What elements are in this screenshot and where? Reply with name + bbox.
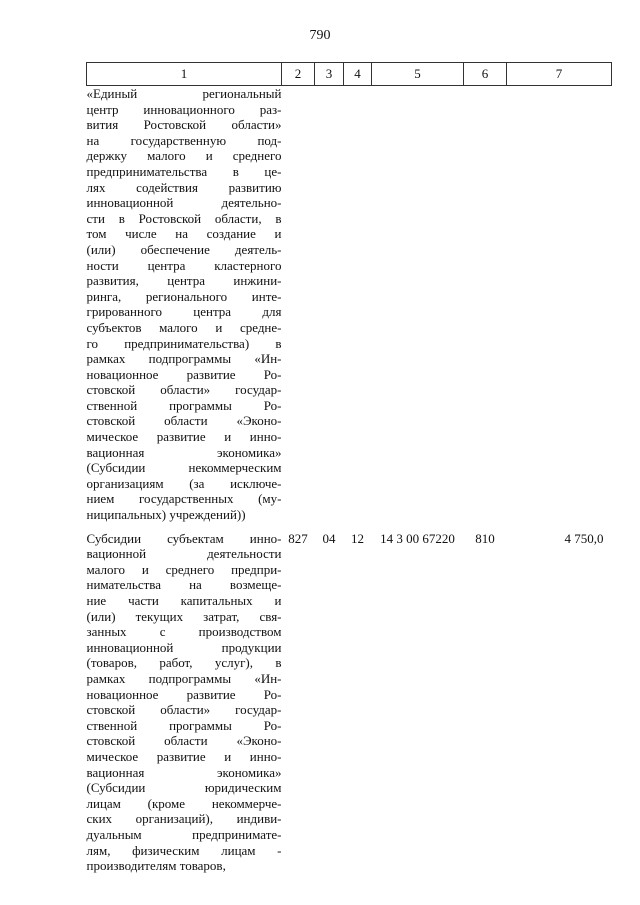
description-line: ниципальных) учреждений)) (86, 507, 246, 523)
description-line: лицам (кроме некоммерче- (86, 795, 282, 811)
description-line: держку малого и среднего (86, 148, 282, 164)
description-line: ских организаций), индиви- (86, 811, 282, 827)
cell-expense-type: 810 (475, 530, 495, 546)
header-col-4: 4 (344, 63, 372, 86)
description-line: грированного центра для (86, 304, 282, 320)
row-gap-cell (87, 523, 612, 531)
description-line: (Субсидии юридическим (86, 780, 282, 796)
description-line: «Единый региональный (86, 86, 282, 101)
description-line: занных с производством (86, 624, 282, 640)
description-line: ние части капитальных и (86, 593, 282, 608)
header-col-3: 3 (315, 63, 344, 86)
cell-section: 04 (322, 530, 336, 546)
cell-subsection: 12 (351, 530, 364, 546)
description-line: ственной программы Ро- (86, 397, 282, 413)
cell-amount (507, 86, 612, 523)
description-line: том числе на создание и (86, 226, 282, 242)
description-line: го предпринимательства) в (86, 335, 282, 351)
description-line: лям, физическим лицам - (86, 842, 282, 858)
budget-table (86, 62, 612, 874)
header-row (87, 63, 612, 86)
description-line: ности центра кластерного (86, 257, 282, 273)
description-line: рамках подпрограммы «Ин- (86, 351, 282, 367)
row-description (87, 531, 282, 874)
cell-ministry-code: 827 (288, 530, 308, 546)
description-line: стовской области «Эконо- (86, 733, 282, 749)
row-description (87, 86, 282, 523)
header-col-7: 7 (507, 63, 612, 86)
cell-amount: 4 750,0 (564, 530, 604, 546)
table-row (87, 86, 612, 523)
description-line: мическое развитие и инно- (86, 429, 282, 445)
description-line: субъектов малого и средне- (86, 319, 282, 335)
description-line: (или) текущих затрат, свя- (86, 608, 282, 624)
cell-subsection (344, 86, 372, 523)
description-line: новационное развитие Ро- (86, 366, 282, 382)
description-line: инновационной продукции (86, 639, 282, 655)
header-col-6: 6 (464, 63, 507, 86)
cell-target-article: 14 3 00 67220 (380, 530, 455, 546)
description-line: производителям товаров, (86, 858, 226, 874)
description-line: ринга, регионального инте- (86, 288, 282, 304)
description-line: (Субсидии некоммерческим (86, 460, 282, 476)
description-line: стовской области «Эконо- (86, 413, 282, 429)
description-line: лях содействия развитию (86, 179, 282, 195)
description-line: центр инновационного раз- (86, 101, 282, 117)
description-line: стовской области» государ- (86, 382, 282, 398)
header-col-5: 5 (372, 63, 464, 86)
description-line: развития, центра инжини- (86, 273, 282, 289)
header-col-2: 2 (282, 63, 315, 86)
description-line: вационной деятельности (86, 546, 282, 562)
description-line: рамках подпрограммы «Ин- (86, 670, 282, 686)
description-line: организациям (за исключе- (86, 475, 282, 491)
description-line: новационное развитие Ро- (86, 686, 282, 702)
description-line: нием государственных (му- (86, 491, 282, 507)
description-line: вития Ростовской области» (86, 117, 282, 133)
description-line: дуальным предпринимате- (86, 826, 282, 842)
row-gap (87, 523, 612, 531)
cell-section (315, 86, 344, 523)
description-line: вационная экономика» (86, 444, 282, 460)
table-row (87, 531, 612, 874)
description-line: вационная экономика» (86, 764, 282, 780)
description-line: мическое развитие и инно- (86, 748, 282, 764)
description-line: нимательства на возмеще- (86, 577, 282, 593)
cell-target-article (372, 86, 464, 523)
description-line: (товаров, работ, услуг), в (86, 655, 282, 671)
cell-expense-type (464, 86, 507, 523)
description-line: малого и среднего предпри- (86, 561, 282, 577)
description-line: предпринимательства в це- (86, 163, 282, 179)
description-line: Субсидии субъектам инно- (86, 530, 282, 546)
description-line: инновационной деятельно- (86, 195, 282, 211)
description-line: на государственную под- (86, 132, 282, 148)
description-line: сти в Ростовской области, в (86, 210, 282, 226)
description-line: ственной программы Ро- (86, 717, 282, 733)
page-number: 790 (309, 28, 331, 43)
description-line: (или) обеспечение деятель- (86, 241, 282, 257)
header-col-1: 1 (87, 63, 282, 86)
cell-ministry-code (282, 86, 315, 523)
description-line: стовской области» государ- (86, 702, 282, 718)
